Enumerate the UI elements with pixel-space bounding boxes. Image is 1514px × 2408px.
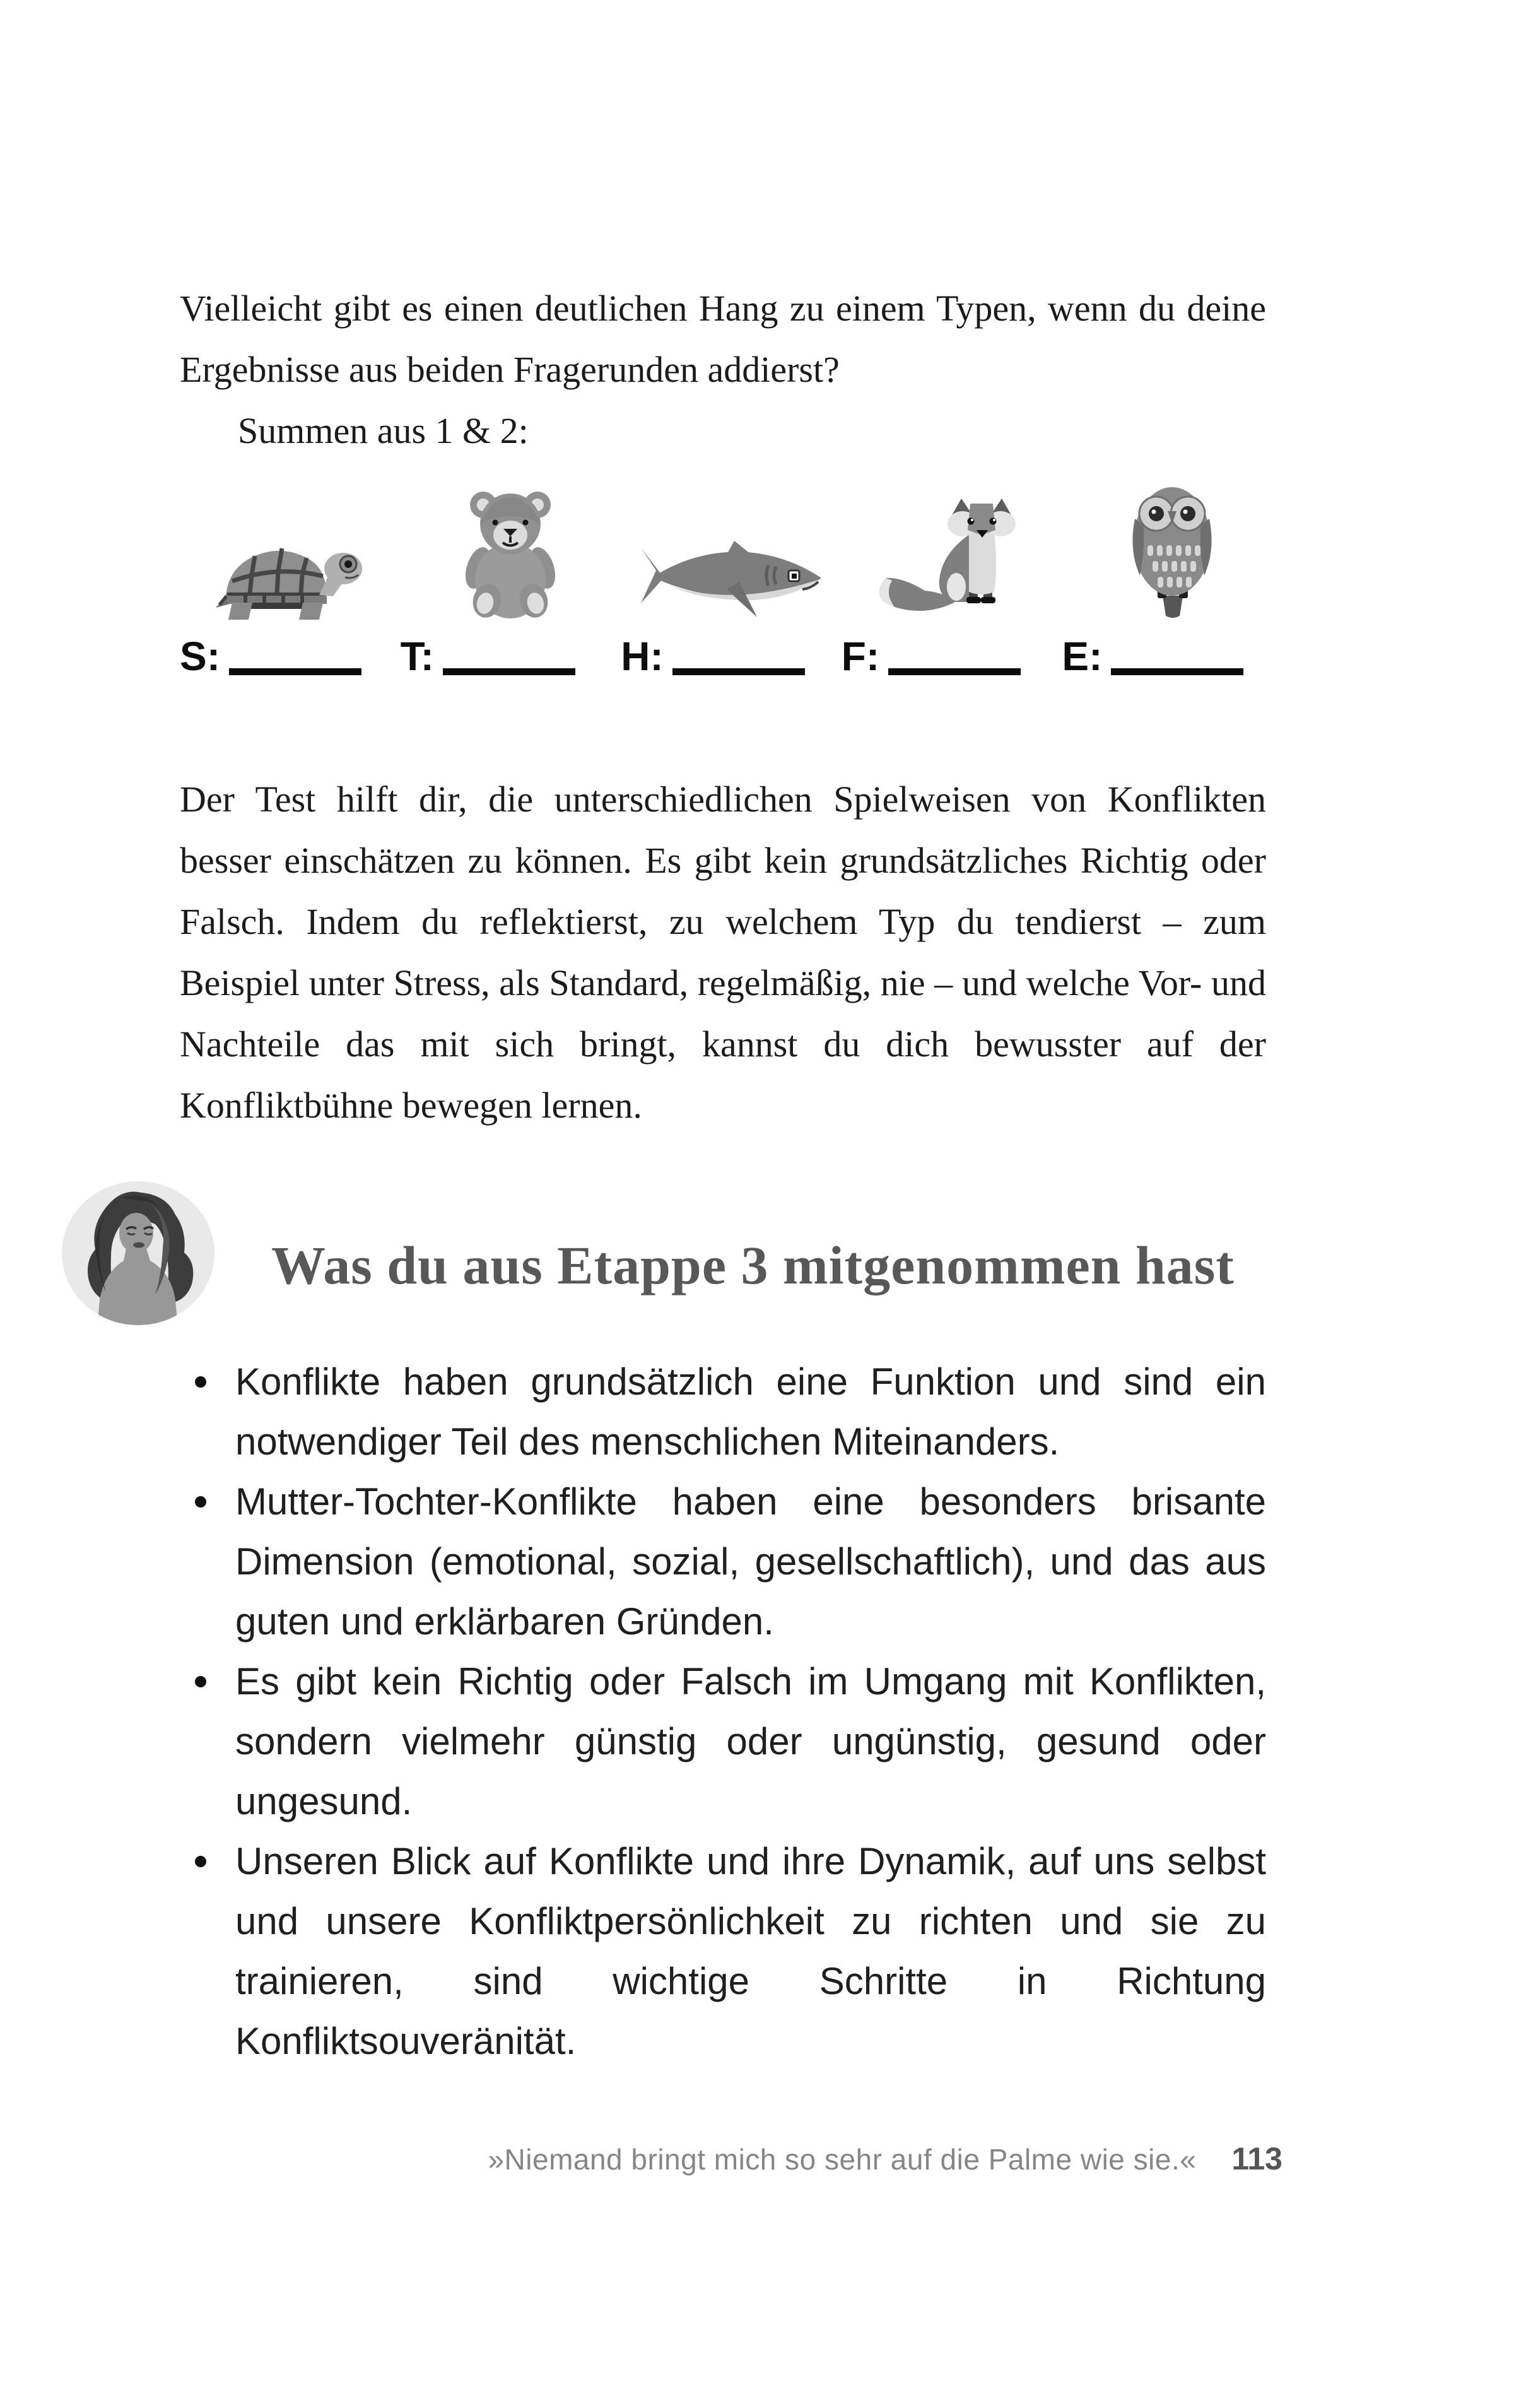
list-item-text: Konflikte haben grundsätzlich eine Funktion und sind ein notwendiger Teil des menschlichen Miteinanders. — [235, 1360, 1266, 1463]
score-letter-e: E: — [1062, 634, 1103, 679]
score-item-owl — [1062, 472, 1282, 679]
score-item-turtle — [180, 472, 401, 679]
owl-icon — [1062, 472, 1282, 621]
list-item — [180, 1352, 1266, 1472]
turtle-icon — [180, 472, 401, 621]
score-letter-t: T: — [400, 634, 434, 679]
bullet-icon — [195, 1496, 206, 1508]
score-blank-t — [443, 668, 575, 675]
score-letter-h: H: — [621, 634, 664, 679]
score-blank-s — [229, 668, 361, 675]
list-item — [180, 1472, 1266, 1651]
section-title: Was du aus Etappe 3 mitgenommen hast — [271, 1235, 1235, 1295]
body-paragraph: Der Test hilft dir, die unterschiedlichen Spielweisen von Konflikten besser einschätzen zu können. Es gibt kein grundsätzliches Richtig oder Falsch. Indem du reflektierst, zu welchem Typ du tendierst – zum Beispiel unter Stress, als Standard, regelmäßig, nie – und welche Vor- und Nachteile das mit sich bringt, kannst du dich bewusster auf der Konfliktbühne bewegen lernen. — [180, 779, 1266, 1126]
sums-label: Summen aus 1 & 2: — [238, 410, 529, 451]
page-number: 113 — [1231, 2141, 1282, 2176]
score-blank-f — [888, 668, 1021, 675]
score-item-shark — [621, 472, 842, 679]
score-letter-f: F: — [841, 634, 880, 679]
list-item-text: Unseren Blick auf Konflikte und ihre Dynamik, auf uns selbst und unsere Konfliktpersönlichkeit zu richten und sie zu trainieren, sind wichtige Schritte in Richtung Konfliktsouveränität. — [235, 1840, 1266, 2062]
list-item — [180, 1831, 1266, 2071]
page-footer — [180, 2140, 1282, 2177]
score-blank-h — [672, 668, 805, 675]
score-blank-e — [1111, 668, 1243, 675]
list-item — [180, 1651, 1266, 1831]
score-letter-s: S: — [180, 634, 220, 679]
fox-icon — [842, 472, 1062, 621]
score-item-fox — [841, 472, 1062, 679]
score-item-teddy-bear — [400, 472, 621, 679]
woman-portrait-icon — [61, 1180, 217, 1328]
teddy-bear-icon — [401, 472, 621, 621]
bullet-icon — [195, 1376, 206, 1388]
bullet-icon — [195, 1676, 206, 1687]
running-footer-quote: »Niemand bringt mich so sehr auf die Palme wie sie.« — [488, 2143, 1197, 2176]
shark-icon — [621, 472, 842, 621]
intro-paragraph — [180, 278, 1266, 461]
bullet-icon — [195, 1856, 206, 1867]
takeaway-list — [180, 1352, 1266, 2071]
list-item-text: Es gibt kein Richtig oder Falsch im Umgang mit Konflikten, sondern vielmehr günstig oder ungünstig, gesund oder ungesund. — [235, 1660, 1266, 1822]
score-row — [180, 472, 1282, 679]
list-item-text: Mutter-Tochter-Konflikte haben eine besonders brisante Dimension (emotional, sozial, gesellschaftlich), und das aus guten und erklärbaren Gründen. — [235, 1480, 1266, 1643]
intro-text: Vielleicht gibt es einen deutlichen Hang zu einem Typen, wenn du deine Ergebnisse aus beiden Fragerunden addierst? — [180, 288, 1266, 390]
